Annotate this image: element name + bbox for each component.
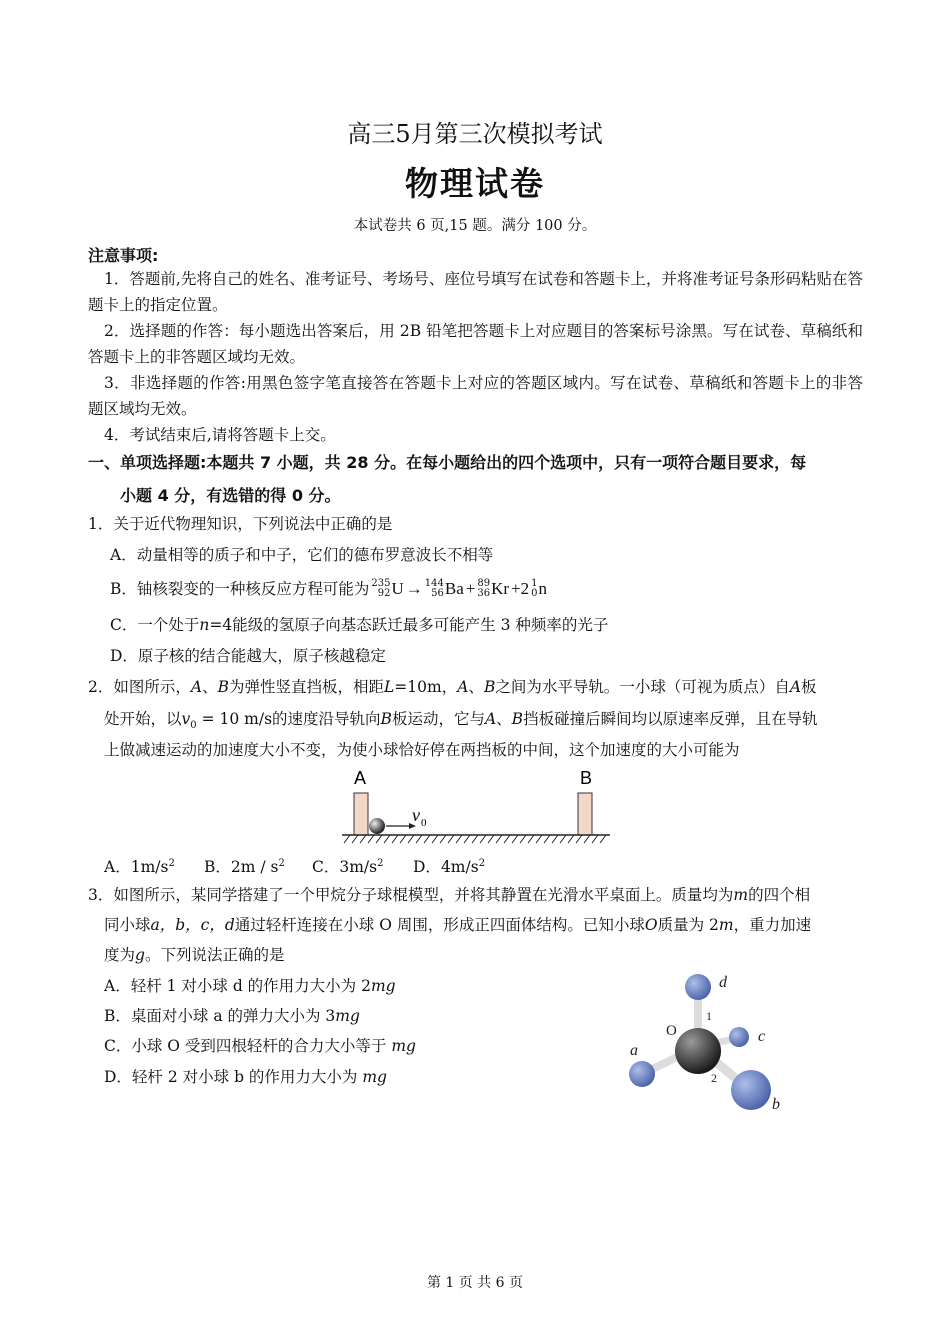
label-rod-2: 2 (711, 1071, 717, 1085)
label-d: d (719, 974, 727, 991)
neutron-atomic-number: 0 (531, 588, 538, 599)
neutron-symbol: n (538, 579, 548, 598)
label-a: a (630, 1042, 638, 1059)
question-2-option-d: D．$4m/s^2$ (413, 858, 486, 877)
methane-model-diagram (618, 965, 808, 1125)
reaction-arrow: → (405, 579, 423, 598)
option-b-prefix: B．铀核裂变的一种核反应方程可能为 (110, 580, 370, 598)
ball-a (629, 1061, 655, 1087)
board-a-label: A (354, 768, 367, 788)
neutron-coefficient: 2 (520, 579, 530, 598)
section-heading-line-1: 一、单项选择题:本题共 7 小题，共 28 分。在每小题给出的四个选项中，只有一项符合题目要求，每 (88, 453, 807, 472)
label-c: c (758, 1028, 766, 1045)
barium-atomic-number: 56 (431, 588, 444, 599)
krypton-mass-number: 89 (477, 578, 491, 589)
uranium-mass-number: 235 (371, 578, 391, 589)
question-1-stem: 1．关于近代物理知识，下列说法中正确的是 (88, 515, 393, 533)
krypton-nuclide (477, 574, 509, 604)
uranium-atomic-number: 92 (377, 588, 391, 599)
track-diagram (340, 765, 612, 845)
option-c-prefix: C．一个处于 (110, 616, 200, 634)
question-3-option-b: B．桌面对小球 a 的弹力大小为 3mg (104, 1007, 360, 1025)
uranium-nuclide (371, 574, 403, 604)
question-1-option-a: A．动量相等的质子和中子，它们的德布罗意波长不相等 (110, 546, 494, 564)
quantum-number: n (199, 616, 210, 634)
uranium-symbol: U (391, 579, 404, 598)
question-3-line-2: 同小球a，b，c，d通过轻杆连接在小球 O 周围，形成正四面体结构。已知小球O质量为 2m，重力加速 (104, 916, 812, 934)
question-3-line-1: 3．如图所示，某同学搭建了一个甲烷分子球棍模型，并将其静置在光滑水平桌面上。质量均为m的四个相 (88, 886, 811, 904)
question-2-option-c: C．$3m/s^2$ (312, 858, 384, 877)
velocity-subscript: 0 (421, 817, 427, 829)
plus-sign: + (511, 579, 521, 598)
krypton-symbol: Kr (491, 579, 510, 598)
barium-mass-number: 144 (424, 578, 444, 589)
label-rod-1: 1 (706, 1009, 712, 1023)
velocity-label: v (412, 805, 420, 825)
notice-item-3: 3．非选择题的作答:用黑色签字笔直接答在答题卡上对应的答题区域内。写在试卷、草稿纸和答题卡上的非答题区域均无效。 (88, 374, 863, 418)
option-c-suffix: 能级的氢原子向基态跃迁最多可能产生 3 种频率的光子 (232, 616, 609, 634)
exam-title: 物理试卷 (405, 164, 545, 203)
question-2-option-b: B．$2m / s^2$ (204, 858, 285, 877)
ball (369, 818, 385, 834)
question-2-option-a: A．$1m/s^2$ (104, 858, 175, 877)
notice-item-2: 2．选择题的作答：每小题选出答案后，用 2B 铅笔把答题卡上对应题目的答案标号涂黑。写在试卷、草稿纸和答题卡上的非答题区域均无效。 (88, 322, 863, 366)
quantum-value: =4 (209, 616, 233, 634)
notice-item-1: 1．答题前,先将自己的姓名、准考证号、考场号、座位号填写在试卷和答题卡上，并将准考证号条形码粘贴在答题卡上的指定位置。 (88, 270, 863, 314)
barium-nuclide (425, 574, 464, 604)
exam-subtitle: 高三5月第三次模拟考试 (347, 120, 603, 148)
question-1-option-b (110, 574, 549, 604)
board-a (354, 793, 368, 835)
question-1-option-c (110, 610, 608, 640)
question-3-line-3: 度为g。下列说法正确的是 (104, 946, 285, 964)
neutron-nuclide (531, 574, 547, 604)
ball-c (729, 1027, 749, 1047)
notice-item-4: 4．考试结束后,请将答题卡上交。 (104, 426, 336, 444)
exam-meta: 本试卷共 6 页,15 题。满分 100 分。 (353, 218, 597, 234)
label-b: b (772, 1096, 780, 1113)
question-3-option-c: C．小球 O 受到四根轻杆的合力大小等于 mg (104, 1037, 416, 1055)
track-hatching (344, 835, 606, 843)
ball-o (675, 1028, 721, 1074)
question-2-line-2: 处开始，以$v_0 = 10$ m/s的速度沿导轨向B板运动，它与A、B挡板碰撞后瞬间均以原速率反弹，且在导轨 (104, 710, 818, 732)
question-2-line-3: 上做减速运动的加速度大小不变，为使小球恰好停在两挡板的中间，这个加速度的大小可能为 (104, 741, 740, 759)
ball-b (731, 1070, 771, 1110)
question-3-option-a: A．轻杆 1 对小球 d 的作用力大小为 2mg (104, 977, 396, 995)
board-b (578, 793, 592, 835)
question-2-line-1: 2．如图所示，A、B为弹性竖直挡板，相距L=10m，A、B之间为水平导轨。一小球（可视为质点）自A板 (88, 678, 817, 696)
page-footer: 第 1 页 共 6 页 (426, 1275, 524, 1291)
neutron-mass-number: 1 (531, 578, 538, 589)
board-b-label: B (580, 768, 593, 788)
barium-symbol: Ba (444, 579, 464, 598)
question-1-option-d: D．原子核的结合能越大，原子核越稳定 (110, 647, 386, 665)
krypton-atomic-number: 36 (477, 588, 491, 599)
notice-heading: 注意事项: (88, 246, 159, 265)
label-o: O (666, 1023, 677, 1039)
ball-d (685, 974, 711, 1000)
plus-sign: + (465, 579, 476, 598)
section-heading-line-2: 小题 4 分，有选错的得 0 分。 (120, 486, 341, 505)
question-3-option-d: D．轻杆 2 对小球 b 的作用力大小为 mg (104, 1068, 387, 1086)
